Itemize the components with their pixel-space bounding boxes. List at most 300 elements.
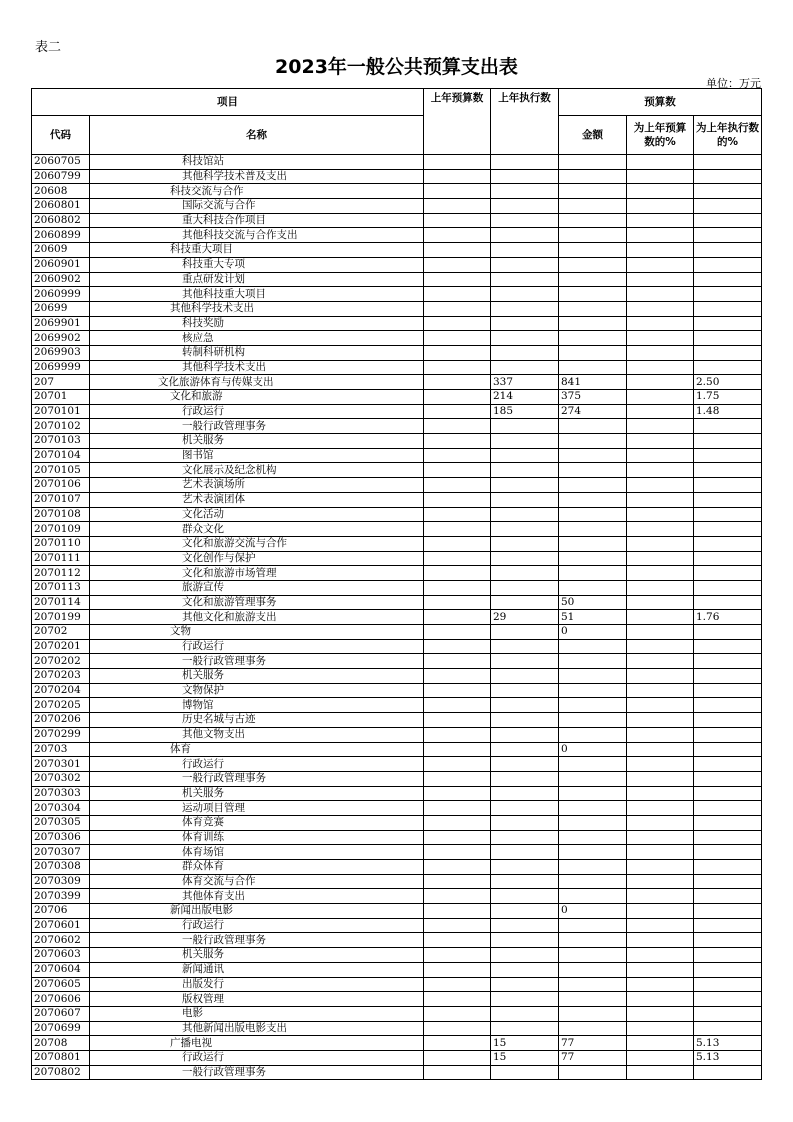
table-row	[32, 948, 762, 963]
cell-prev-budget	[424, 213, 491, 228]
cell-amount: 77	[559, 1050, 627, 1065]
cell-amount	[559, 727, 627, 742]
cell-name: 艺术表演团体	[90, 492, 424, 507]
cell-prev-exec: 185	[491, 404, 559, 419]
cell-prev-exec	[491, 360, 559, 375]
cell-amount	[559, 874, 627, 889]
cell-pct-prev-budget	[627, 213, 694, 228]
cell-amount	[559, 801, 627, 816]
cell-pct-prev-budget	[627, 448, 694, 463]
cell-code: 2070604	[32, 962, 90, 977]
header-pct-prev-budget: 为上年预算数的%	[627, 116, 694, 155]
cell-prev-exec	[491, 1021, 559, 1036]
cell-prev-budget	[424, 507, 491, 522]
cell-prev-budget	[424, 360, 491, 375]
cell-prev-budget	[424, 580, 491, 595]
cell-prev-budget	[424, 830, 491, 845]
cell-code: 2060705	[32, 155, 90, 170]
cell-pct-prev-budget	[627, 683, 694, 698]
cell-code: 2070606	[32, 992, 90, 1007]
cell-prev-budget	[424, 522, 491, 537]
table-row	[32, 830, 762, 845]
cell-amount	[559, 522, 627, 537]
header-name: 名称	[90, 116, 424, 155]
cell-code: 2070603	[32, 948, 90, 963]
cell-pct-prev-budget	[627, 434, 694, 449]
cell-name: 科技重大专项	[90, 257, 424, 272]
cell-name: 机关服务	[90, 948, 424, 963]
cell-pct-prev-budget	[627, 610, 694, 625]
cell-prev-exec	[491, 771, 559, 786]
cell-code: 2070602	[32, 933, 90, 948]
cell-pct-prev-exec	[694, 536, 762, 551]
cell-code: 2060902	[32, 272, 90, 287]
cell-pct-prev-budget	[627, 1021, 694, 1036]
cell-pct-prev-exec	[694, 933, 762, 948]
page-title: 2023年一般公共预算支出表	[275, 56, 518, 78]
table-row	[32, 904, 762, 919]
cell-pct-prev-budget	[627, 742, 694, 757]
cell-prev-exec	[491, 287, 559, 302]
cell-amount	[559, 360, 627, 375]
cell-prev-exec	[491, 683, 559, 698]
cell-pct-prev-budget	[627, 199, 694, 214]
table-row	[32, 845, 762, 860]
cell-name: 其他新闻出版电影支出	[90, 1021, 424, 1036]
table-label: 表二	[35, 40, 62, 55]
cell-pct-prev-exec	[694, 595, 762, 610]
cell-pct-prev-exec	[694, 786, 762, 801]
cell-pct-prev-exec	[694, 683, 762, 698]
cell-pct-prev-budget	[627, 390, 694, 405]
cell-prev-budget	[424, 860, 491, 875]
cell-amount	[559, 639, 627, 654]
cell-name: 行政运行	[90, 404, 424, 419]
cell-code: 20701	[32, 390, 90, 405]
cell-pct-prev-budget	[627, 478, 694, 493]
cell-pct-prev-budget	[627, 463, 694, 478]
cell-pct-prev-exec	[694, 742, 762, 757]
cell-pct-prev-exec: 5.13	[694, 1050, 762, 1065]
cell-pct-prev-budget	[627, 272, 694, 287]
cell-prev-budget	[424, 786, 491, 801]
cell-pct-prev-exec	[694, 316, 762, 331]
cell-amount	[559, 551, 627, 566]
cell-pct-prev-budget	[627, 184, 694, 199]
table-row	[32, 551, 762, 566]
cell-amount	[559, 889, 627, 904]
cell-prev-exec	[491, 625, 559, 640]
cell-prev-budget	[424, 713, 491, 728]
cell-pct-prev-exec	[694, 580, 762, 595]
cell-pct-prev-budget	[627, 948, 694, 963]
cell-name: 体育训练	[90, 830, 424, 845]
cell-name: 文化展示及纪念机构	[90, 463, 424, 478]
table-row	[32, 815, 762, 830]
cell-name: 其他科学技术普及支出	[90, 169, 424, 184]
cell-code: 2070105	[32, 463, 90, 478]
cell-amount	[559, 830, 627, 845]
cell-prev-exec	[491, 830, 559, 845]
cell-pct-prev-budget	[627, 845, 694, 860]
cell-code: 2070304	[32, 801, 90, 816]
cell-pct-prev-exec	[694, 301, 762, 316]
cell-code: 20608	[32, 184, 90, 199]
cell-prev-budget	[424, 1021, 491, 1036]
cell-prev-budget	[424, 889, 491, 904]
cell-prev-exec	[491, 272, 559, 287]
cell-code: 2070301	[32, 757, 90, 772]
cell-amount: 841	[559, 375, 627, 390]
cell-prev-exec	[491, 345, 559, 360]
cell-code: 2070802	[32, 1065, 90, 1080]
cell-pct-prev-exec	[694, 169, 762, 184]
cell-amount	[559, 683, 627, 698]
cell-pct-prev-exec	[694, 360, 762, 375]
cell-code: 2070299	[32, 727, 90, 742]
cell-pct-prev-exec	[694, 625, 762, 640]
cell-code: 2060899	[32, 228, 90, 243]
cell-prev-exec	[491, 184, 559, 199]
cell-pct-prev-exec	[694, 551, 762, 566]
cell-code: 2070112	[32, 566, 90, 581]
cell-pct-prev-budget	[627, 904, 694, 919]
cell-prev-exec	[491, 669, 559, 684]
cell-prev-budget	[424, 448, 491, 463]
cell-pct-prev-exec	[694, 860, 762, 875]
header-item: 项目	[32, 89, 424, 116]
cell-pct-prev-exec	[694, 1006, 762, 1021]
cell-name: 科技馆站	[90, 155, 424, 170]
cell-prev-exec: 15	[491, 1036, 559, 1051]
cell-code: 20708	[32, 1036, 90, 1051]
cell-pct-prev-exec	[694, 243, 762, 258]
cell-prev-budget	[424, 463, 491, 478]
cell-code: 20609	[32, 243, 90, 258]
cell-name: 文化旅游体育与传媒支出	[90, 375, 424, 390]
cell-code: 2069903	[32, 345, 90, 360]
cell-code: 20706	[32, 904, 90, 919]
cell-prev-exec	[491, 507, 559, 522]
cell-pct-prev-exec	[694, 918, 762, 933]
cell-name: 其他体育支出	[90, 889, 424, 904]
cell-pct-prev-budget	[627, 727, 694, 742]
cell-code: 2070305	[32, 815, 90, 830]
cell-pct-prev-exec	[694, 948, 762, 963]
header-row-1	[32, 89, 762, 116]
cell-pct-prev-budget	[627, 713, 694, 728]
cell-prev-exec	[491, 918, 559, 933]
cell-pct-prev-exec	[694, 272, 762, 287]
cell-name: 一般行政管理事务	[90, 933, 424, 948]
cell-code: 2070103	[32, 434, 90, 449]
cell-pct-prev-budget	[627, 316, 694, 331]
cell-prev-budget	[424, 390, 491, 405]
table-row	[32, 874, 762, 889]
cell-pct-prev-exec	[694, 815, 762, 830]
cell-prev-exec	[491, 199, 559, 214]
cell-prev-exec	[491, 301, 559, 316]
cell-pct-prev-exec: 1.75	[694, 390, 762, 405]
cell-amount	[559, 448, 627, 463]
cell-prev-budget	[424, 610, 491, 625]
cell-pct-prev-budget	[627, 522, 694, 537]
table-row	[32, 287, 762, 302]
cell-prev-budget	[424, 683, 491, 698]
cell-name: 出版发行	[90, 977, 424, 992]
cell-code: 2069999	[32, 360, 90, 375]
table-row	[32, 390, 762, 405]
cell-amount	[559, 962, 627, 977]
cell-prev-exec	[491, 933, 559, 948]
cell-code: 2060799	[32, 169, 90, 184]
table-row	[32, 1050, 762, 1065]
cell-prev-budget	[424, 228, 491, 243]
header-prev-exec: 上年执行数	[491, 89, 559, 155]
cell-name: 群众体育	[90, 860, 424, 875]
table-row	[32, 625, 762, 640]
table-row	[32, 727, 762, 742]
cell-code: 2070601	[32, 918, 90, 933]
cell-prev-exec	[491, 434, 559, 449]
cell-code: 2070309	[32, 874, 90, 889]
cell-prev-exec	[491, 698, 559, 713]
cell-pct-prev-budget	[627, 889, 694, 904]
cell-prev-exec	[491, 169, 559, 184]
cell-prev-exec	[491, 551, 559, 566]
cell-name: 机关服务	[90, 786, 424, 801]
cell-amount	[559, 654, 627, 669]
cell-amount	[559, 184, 627, 199]
header-row-2	[32, 116, 762, 155]
cell-prev-budget	[424, 1006, 491, 1021]
cell-amount	[559, 478, 627, 493]
cell-prev-exec	[491, 860, 559, 875]
cell-prev-budget	[424, 434, 491, 449]
table-row	[32, 448, 762, 463]
cell-prev-budget	[424, 301, 491, 316]
cell-code: 2070801	[32, 1050, 90, 1065]
table-row	[32, 962, 762, 977]
cell-amount: 51	[559, 610, 627, 625]
cell-amount: 274	[559, 404, 627, 419]
cell-pct-prev-budget	[627, 566, 694, 581]
cell-prev-budget	[424, 566, 491, 581]
cell-amount	[559, 918, 627, 933]
table-row	[32, 654, 762, 669]
cell-code: 2070111	[32, 551, 90, 566]
cell-name: 博物馆	[90, 698, 424, 713]
cell-pct-prev-exec	[694, 345, 762, 360]
cell-prev-budget	[424, 492, 491, 507]
cell-prev-exec	[491, 962, 559, 977]
cell-code: 2070199	[32, 610, 90, 625]
cell-amount	[559, 845, 627, 860]
cell-prev-budget	[424, 331, 491, 346]
cell-prev-budget	[424, 1065, 491, 1080]
table-row	[32, 434, 762, 449]
table-row	[32, 375, 762, 390]
cell-prev-exec	[491, 1006, 559, 1021]
cell-pct-prev-budget	[627, 331, 694, 346]
cell-code: 2070104	[32, 448, 90, 463]
cell-prev-exec	[491, 742, 559, 757]
cell-name: 行政运行	[90, 1050, 424, 1065]
cell-amount	[559, 1021, 627, 1036]
cell-prev-budget	[424, 625, 491, 640]
cell-code: 2060901	[32, 257, 90, 272]
cell-prev-exec	[491, 713, 559, 728]
cell-prev-exec	[491, 257, 559, 272]
cell-pct-prev-exec	[694, 771, 762, 786]
table-row	[32, 331, 762, 346]
cell-name: 科技交流与合作	[90, 184, 424, 199]
cell-amount	[559, 771, 627, 786]
cell-pct-prev-budget	[627, 669, 694, 684]
cell-prev-exec	[491, 639, 559, 654]
cell-name: 机关服务	[90, 669, 424, 684]
cell-pct-prev-exec	[694, 448, 762, 463]
table-row	[32, 536, 762, 551]
cell-code: 2070114	[32, 595, 90, 610]
cell-code: 2070308	[32, 860, 90, 875]
table-row	[32, 786, 762, 801]
cell-pct-prev-budget	[627, 815, 694, 830]
cell-prev-exec	[491, 977, 559, 992]
table-row	[32, 669, 762, 684]
cell-pct-prev-exec	[694, 962, 762, 977]
table-row	[32, 742, 762, 757]
table-row	[32, 463, 762, 478]
cell-amount	[559, 713, 627, 728]
cell-prev-budget	[424, 287, 491, 302]
cell-name: 体育场馆	[90, 845, 424, 860]
cell-name: 图书馆	[90, 448, 424, 463]
cell-amount	[559, 228, 627, 243]
table-row	[32, 507, 762, 522]
cell-pct-prev-exec	[694, 977, 762, 992]
cell-amount	[559, 213, 627, 228]
cell-pct-prev-exec	[694, 522, 762, 537]
table-row	[32, 1036, 762, 1051]
cell-name: 其他科技重大项目	[90, 287, 424, 302]
table-row	[32, 801, 762, 816]
cell-code: 2070307	[32, 845, 90, 860]
cell-pct-prev-budget	[627, 492, 694, 507]
cell-name: 体育	[90, 742, 424, 757]
cell-name: 一般行政管理事务	[90, 419, 424, 434]
cell-prev-exec	[491, 448, 559, 463]
cell-amount	[559, 169, 627, 184]
cell-prev-budget	[424, 918, 491, 933]
cell-prev-budget	[424, 933, 491, 948]
cell-code: 2070206	[32, 713, 90, 728]
cell-name: 行政运行	[90, 757, 424, 772]
cell-name: 体育交流与合作	[90, 874, 424, 889]
cell-code: 2070699	[32, 1021, 90, 1036]
cell-code: 2070399	[32, 889, 90, 904]
table-row	[32, 566, 762, 581]
cell-pct-prev-exec	[694, 331, 762, 346]
table-row	[32, 580, 762, 595]
cell-amount	[559, 463, 627, 478]
table-row	[32, 155, 762, 170]
cell-prev-budget	[424, 698, 491, 713]
cell-name: 国际交流与合作	[90, 199, 424, 214]
table-row	[32, 595, 762, 610]
table-row	[32, 933, 762, 948]
cell-pct-prev-exec	[694, 874, 762, 889]
cell-prev-budget	[424, 316, 491, 331]
cell-pct-prev-exec	[694, 507, 762, 522]
cell-prev-budget	[424, 272, 491, 287]
cell-code: 2070203	[32, 669, 90, 684]
cell-name: 群众文化	[90, 522, 424, 537]
cell-name: 文化和旅游市场管理	[90, 566, 424, 581]
table-row	[32, 478, 762, 493]
cell-prev-exec: 214	[491, 390, 559, 405]
cell-prev-exec	[491, 243, 559, 258]
table-row	[32, 184, 762, 199]
table-row	[32, 860, 762, 875]
cell-amount	[559, 434, 627, 449]
cell-pct-prev-budget	[627, 536, 694, 551]
header-budget: 预算数	[559, 89, 762, 116]
cell-prev-exec	[491, 948, 559, 963]
cell-code: 2070113	[32, 580, 90, 595]
cell-amount: 50	[559, 595, 627, 610]
cell-prev-exec	[491, 1065, 559, 1080]
cell-pct-prev-budget	[627, 1065, 694, 1080]
table-row	[32, 918, 762, 933]
table-row	[32, 522, 762, 537]
cell-prev-exec	[491, 580, 559, 595]
cell-code: 2060801	[32, 199, 90, 214]
cell-pct-prev-exec	[694, 228, 762, 243]
cell-amount	[559, 345, 627, 360]
cell-prev-budget	[424, 1050, 491, 1065]
cell-name: 版权管理	[90, 992, 424, 1007]
cell-prev-exec	[491, 801, 559, 816]
cell-amount	[559, 1065, 627, 1080]
cell-prev-budget	[424, 243, 491, 258]
cell-pct-prev-budget	[627, 874, 694, 889]
cell-prev-exec	[491, 992, 559, 1007]
cell-prev-exec	[491, 845, 559, 860]
table-row	[32, 771, 762, 786]
cell-pct-prev-budget	[627, 625, 694, 640]
cell-amount	[559, 669, 627, 684]
cell-prev-exec	[491, 536, 559, 551]
cell-code: 2070605	[32, 977, 90, 992]
cell-name: 一般行政管理事务	[90, 654, 424, 669]
cell-prev-exec: 29	[491, 610, 559, 625]
cell-pct-prev-budget	[627, 654, 694, 669]
cell-prev-budget	[424, 874, 491, 889]
cell-code: 2069901	[32, 316, 90, 331]
cell-amount	[559, 301, 627, 316]
cell-amount	[559, 757, 627, 772]
cell-name: 文化和旅游	[90, 390, 424, 405]
table-row	[32, 199, 762, 214]
cell-name: 科技重大项目	[90, 243, 424, 258]
cell-name: 电影	[90, 1006, 424, 1021]
cell-prev-budget	[424, 199, 491, 214]
header-prev-budget: 上年预算数	[424, 89, 491, 155]
cell-code: 2070108	[32, 507, 90, 522]
table-row	[32, 698, 762, 713]
cell-amount	[559, 536, 627, 551]
